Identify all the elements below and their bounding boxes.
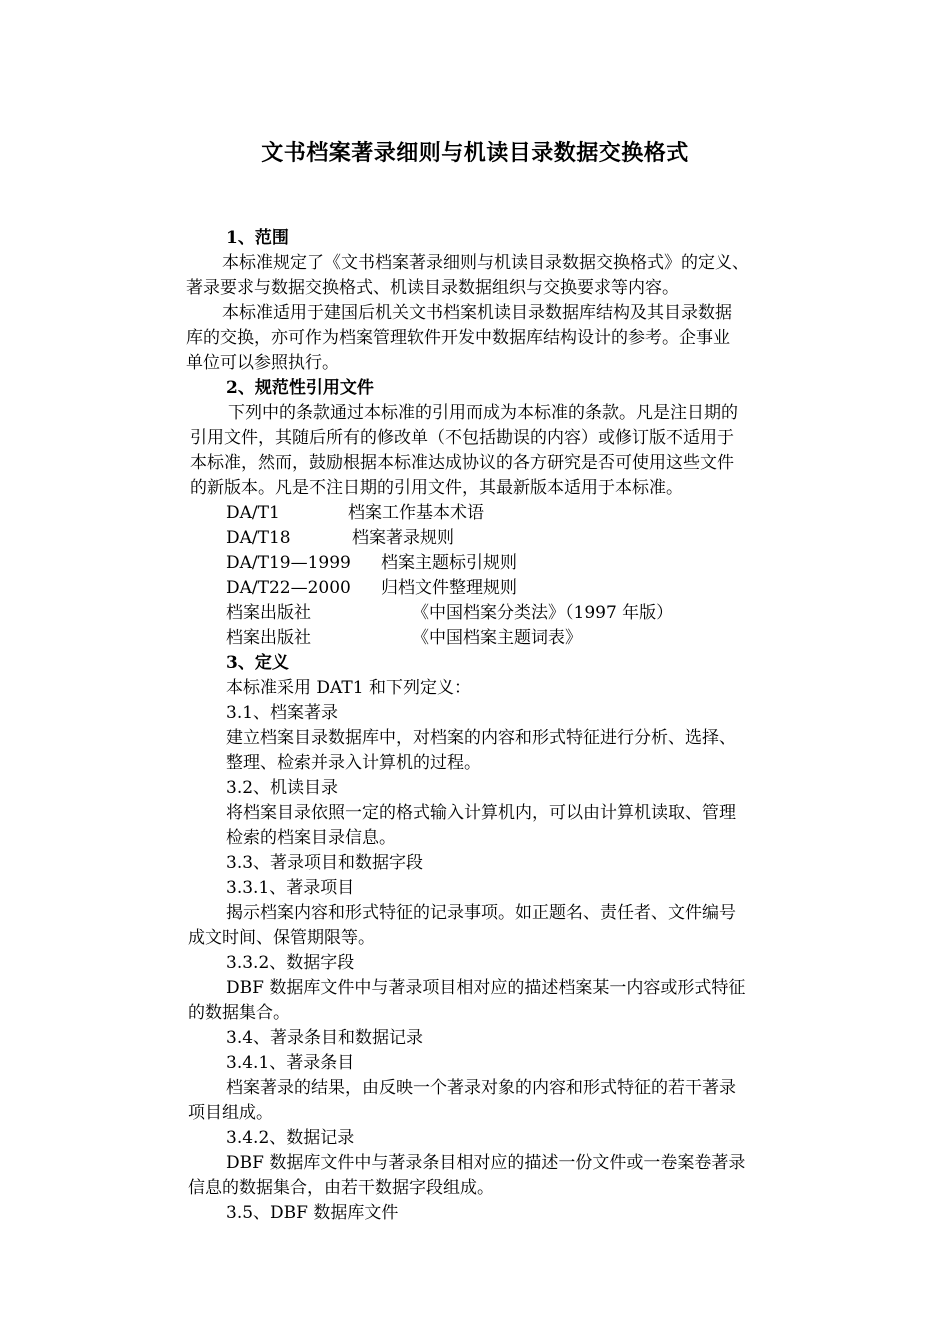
definition-heading: 3.3.2、数据字段 xyxy=(226,953,355,973)
reference-name: 《中国档案分类法》（1997 年版） xyxy=(412,603,674,623)
reference-code: DA/T18 xyxy=(226,528,291,548)
paragraph-line: 库的交换，亦可作为档案管理软件开发中数据库结构设计的参考。企事业 xyxy=(186,328,730,348)
paragraph-line: 信息的数据集合，由若干数据字段组成。 xyxy=(188,1178,494,1198)
definition-heading: 3.3、著录项目和数据字段 xyxy=(226,853,424,873)
definition-heading: 3.4、著录条目和数据记录 xyxy=(226,1028,424,1048)
reference-code: 档案出版社 xyxy=(226,628,311,648)
paragraph-line: 的数据集合。 xyxy=(188,1003,290,1023)
paragraph-line: 建立档案目录数据库中，对档案的内容和形式特征进行分析、选择、 xyxy=(226,728,736,748)
paragraph-line: 检索的档案目录信息。 xyxy=(226,828,396,848)
definition-heading: 3.3.1、著录项目 xyxy=(226,878,355,898)
definition-heading: 3.4.1、著录条目 xyxy=(226,1053,355,1073)
reference-code: DA/T22—2000 xyxy=(226,578,351,598)
section-heading-scope: 1、范围 xyxy=(226,228,289,248)
paragraph-line: 将档案目录依照一定的格式输入计算机内，可以由计算机读取、管理 xyxy=(226,803,736,823)
paragraph-line: 本标准规定了《文书档案著录细则与机读目录数据交换格式》的定义、 xyxy=(222,253,749,273)
reference-name: 档案工作基本术语 xyxy=(348,503,484,523)
paragraph-line: 档案著录的结果，由反映一个著录对象的内容和形式特征的若干著录 xyxy=(226,1078,736,1098)
paragraph-line: DBF 数据库文件中与著录条目相对应的描述一份文件或一卷案卷著录 xyxy=(226,1153,746,1173)
definition-heading: 3.1、档案著录 xyxy=(226,703,339,723)
paragraph-line: 下列中的条款通过本标准的引用而成为本标准的条款。凡是注日期的 xyxy=(228,403,738,423)
definition-heading: 3.5、DBF 数据库文件 xyxy=(226,1203,399,1223)
definition-heading: 3.2、机读目录 xyxy=(226,778,339,798)
reference-name: 档案著录规则 xyxy=(352,528,454,548)
document-title: 文书档案著录细则与机读目录数据交换格式 xyxy=(261,140,689,166)
paragraph-line: 引用文件，其随后所有的修改单（不包括勘误的内容）或修订版不适用于 xyxy=(190,428,734,448)
reference-name: 归档文件整理规则 xyxy=(381,578,517,598)
section-heading-references: 2、规范性引用文件 xyxy=(226,378,374,398)
paragraph-line: 的新版本。凡是不注日期的引用文件，其最新版本适用于本标准。 xyxy=(190,478,683,498)
paragraph-line: 单位可以参照执行。 xyxy=(186,353,339,373)
paragraph-line: 项目组成。 xyxy=(188,1103,273,1123)
reference-name: 《中国档案主题词表》 xyxy=(412,628,582,648)
reference-code: 档案出版社 xyxy=(226,603,311,623)
paragraph-line: 著录要求与数据交换格式、机读目录数据组织与交换要求等内容。 xyxy=(186,278,679,298)
reference-code: DA/T1 xyxy=(226,503,280,523)
paragraph-line: 成文时间、保管期限等。 xyxy=(188,928,375,948)
reference-name: 档案主题标引规则 xyxy=(381,553,517,573)
section-heading-definitions: 3、定义 xyxy=(226,653,289,673)
paragraph-line: 本标准，然而，鼓励根据本标准达成协议的各方研究是否可使用这些文件 xyxy=(190,453,734,473)
paragraph-line: DBF 数据库文件中与著录项目相对应的描述档案某一内容或形式特征 xyxy=(226,978,746,998)
paragraph-line: 本标准采用 DAT1 和下列定义： xyxy=(226,678,471,698)
definition-heading: 3.4.2、数据记录 xyxy=(226,1128,355,1148)
reference-code: DA/T19—1999 xyxy=(226,553,351,573)
paragraph-line: 整理、检索并录入计算机的过程。 xyxy=(226,753,481,773)
paragraph-line: 本标准适用于建国后机关文书档案机读目录数据库结构及其目录数据 xyxy=(222,303,732,323)
paragraph-line: 揭示档案内容和形式特征的记录事项。如正题名、责任者、文件编号 xyxy=(226,903,736,923)
